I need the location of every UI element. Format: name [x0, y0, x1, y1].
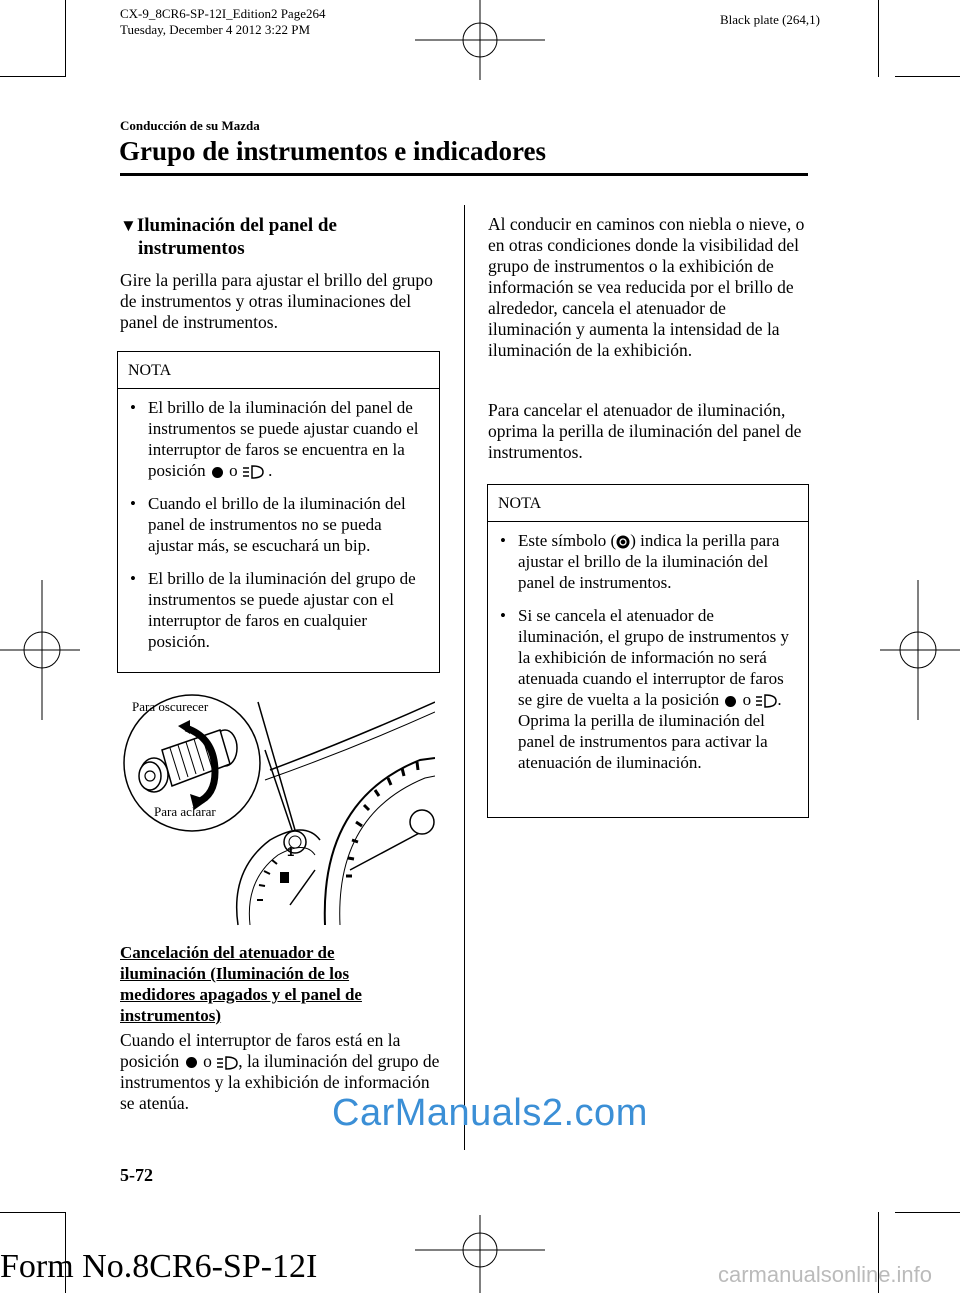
- nota-list: [118, 389, 439, 670]
- heading-line1: Iluminación del panel de: [136, 215, 337, 236]
- title-rule: [120, 173, 808, 176]
- intro-paragraph: Gire la perilla para ajustar el brillo del grupo de instrumentos y otras iluminaciones del panel de instrumentos.: [120, 270, 433, 332]
- section-name: Conducción de su Mazda: [120, 118, 260, 133]
- nota-item-post: .: [268, 461, 273, 480]
- nota-title: NOTA: [118, 352, 439, 389]
- crop-mark: [895, 1212, 960, 1213]
- header-plate: Black plate (264,1): [720, 12, 820, 27]
- crop-mark: [65, 0, 66, 77]
- watermark-carmanuals: CarManuals2.com: [332, 1092, 648, 1134]
- nota-title: NOTA: [488, 485, 808, 522]
- label-brighten: Para aclarar: [154, 804, 216, 819]
- header-file-line1: CX-9_8CR6-SP-12I_Edition2 Page264: [120, 6, 326, 21]
- registration-mark-top: [415, 0, 545, 80]
- dimmer-symbol-icon: [616, 535, 630, 549]
- nota-box-left: [117, 351, 440, 673]
- dimmer-figure: [120, 690, 435, 930]
- nota-item-mid: o: [742, 690, 752, 709]
- bullet-icon: •: [500, 606, 506, 625]
- section-heading: [120, 214, 450, 260]
- crop-mark: [0, 76, 65, 77]
- para-post: , la iluminación del grupo de instrumentos y la exhibición de información se atenúa.: [120, 1051, 440, 1113]
- subheading: Cancelación del atenuador de iluminación (Iluminación de los medidores apagados y el panel de instrumentos): [120, 943, 362, 1025]
- bullet-icon: •: [130, 398, 136, 417]
- parking-light-dot-icon: [725, 696, 736, 707]
- nota-box-right: [487, 484, 809, 818]
- registration-mark-bottom: [415, 1215, 545, 1293]
- list-item: [128, 568, 431, 652]
- parking-light-dot-icon: [212, 467, 223, 478]
- bullet-icon: •: [500, 531, 506, 550]
- headlight-icon: [242, 465, 264, 479]
- down-triangle-icon: ▼: [120, 216, 137, 235]
- nota-item-post: . Oprima la perilla de iluminación del panel de instrumentos para activar la atenuación de iluminación.: [518, 690, 782, 772]
- list-item: [128, 493, 431, 556]
- nota-item-pre: Si se cancela el atenuador de iluminación, el grupo de instrumentos y la exhibición de información no será atenuada cuando el interruptor de faros se gire de vuelta a la posición: [518, 606, 790, 709]
- headlight-icon: [755, 694, 777, 708]
- list-item: [498, 605, 800, 773]
- form-number: Form No.8CR6-SP-12I: [0, 1248, 318, 1285]
- crop-mark: [878, 0, 879, 77]
- heading-line2: instrumentos: [138, 238, 245, 259]
- watermark-carmanualsonline: carmanualsonline.info: [718, 1262, 933, 1287]
- nota-item-text: Cuando el brillo de la iluminación del panel de instrumentos no se pueda ajustar más, se escuchará un bip.: [148, 494, 406, 555]
- page-number: 5-72: [120, 1165, 153, 1185]
- nota-item-text: El brillo de la iluminación del panel de instrumentos se puede ajustar cuando el interruptor de faros se encuentra en la posición: [148, 398, 419, 480]
- nota-item-mid: o: [229, 461, 238, 480]
- column-divider: [464, 205, 465, 1150]
- gauge-label: 1: [287, 844, 295, 859]
- header-file-info: [120, 6, 325, 38]
- crop-mark: [895, 76, 960, 77]
- right-paragraph-1: Al conducir en caminos con niebla o nieve, o en otras condiciones donde la visibilidad del grupo de instrumentos o la exhibición de información se vea reducida por el brillo de alrededor, cancela el atenuador de iluminación y aumenta la intensidad de la iluminación de la exhibición.: [488, 214, 805, 360]
- nota-item-pre: Este símbolo (: [518, 531, 617, 550]
- crop-mark: [0, 1212, 65, 1213]
- page-title: Grupo de instrumentos e indicadores: [119, 136, 547, 166]
- parking-light-dot-icon: [186, 1057, 197, 1068]
- para-pre: Cuando el interruptor de faros está en la posición: [120, 1030, 401, 1071]
- para-mid: o: [203, 1051, 212, 1071]
- nota-item-text: El brillo de la iluminación del grupo de instrumentos se puede ajustar con el interruptor de faros en cualquier posición.: [148, 569, 416, 651]
- bullet-icon: •: [130, 494, 136, 513]
- label-darken: Para oscurecer: [132, 699, 209, 714]
- nota-list: [488, 522, 808, 791]
- bullet-icon: •: [130, 569, 136, 588]
- registration-mark-right: [880, 580, 960, 720]
- fuel-icon: [280, 872, 289, 883]
- headlight-icon: [216, 1056, 238, 1070]
- header-file-line2: Tuesday, December 4 2012 3:22 PM: [120, 22, 311, 37]
- registration-mark-left: [0, 580, 80, 720]
- list-item: [498, 530, 800, 593]
- list-item: [128, 397, 431, 481]
- nota-item-post: ) indica la perilla para ajustar el brillo de la iluminación del panel de instrumentos.: [518, 531, 780, 592]
- right-paragraph-2: Para cancelar el atenuador de iluminación, oprima la perilla de iluminación del panel de instrumentos.: [488, 400, 802, 462]
